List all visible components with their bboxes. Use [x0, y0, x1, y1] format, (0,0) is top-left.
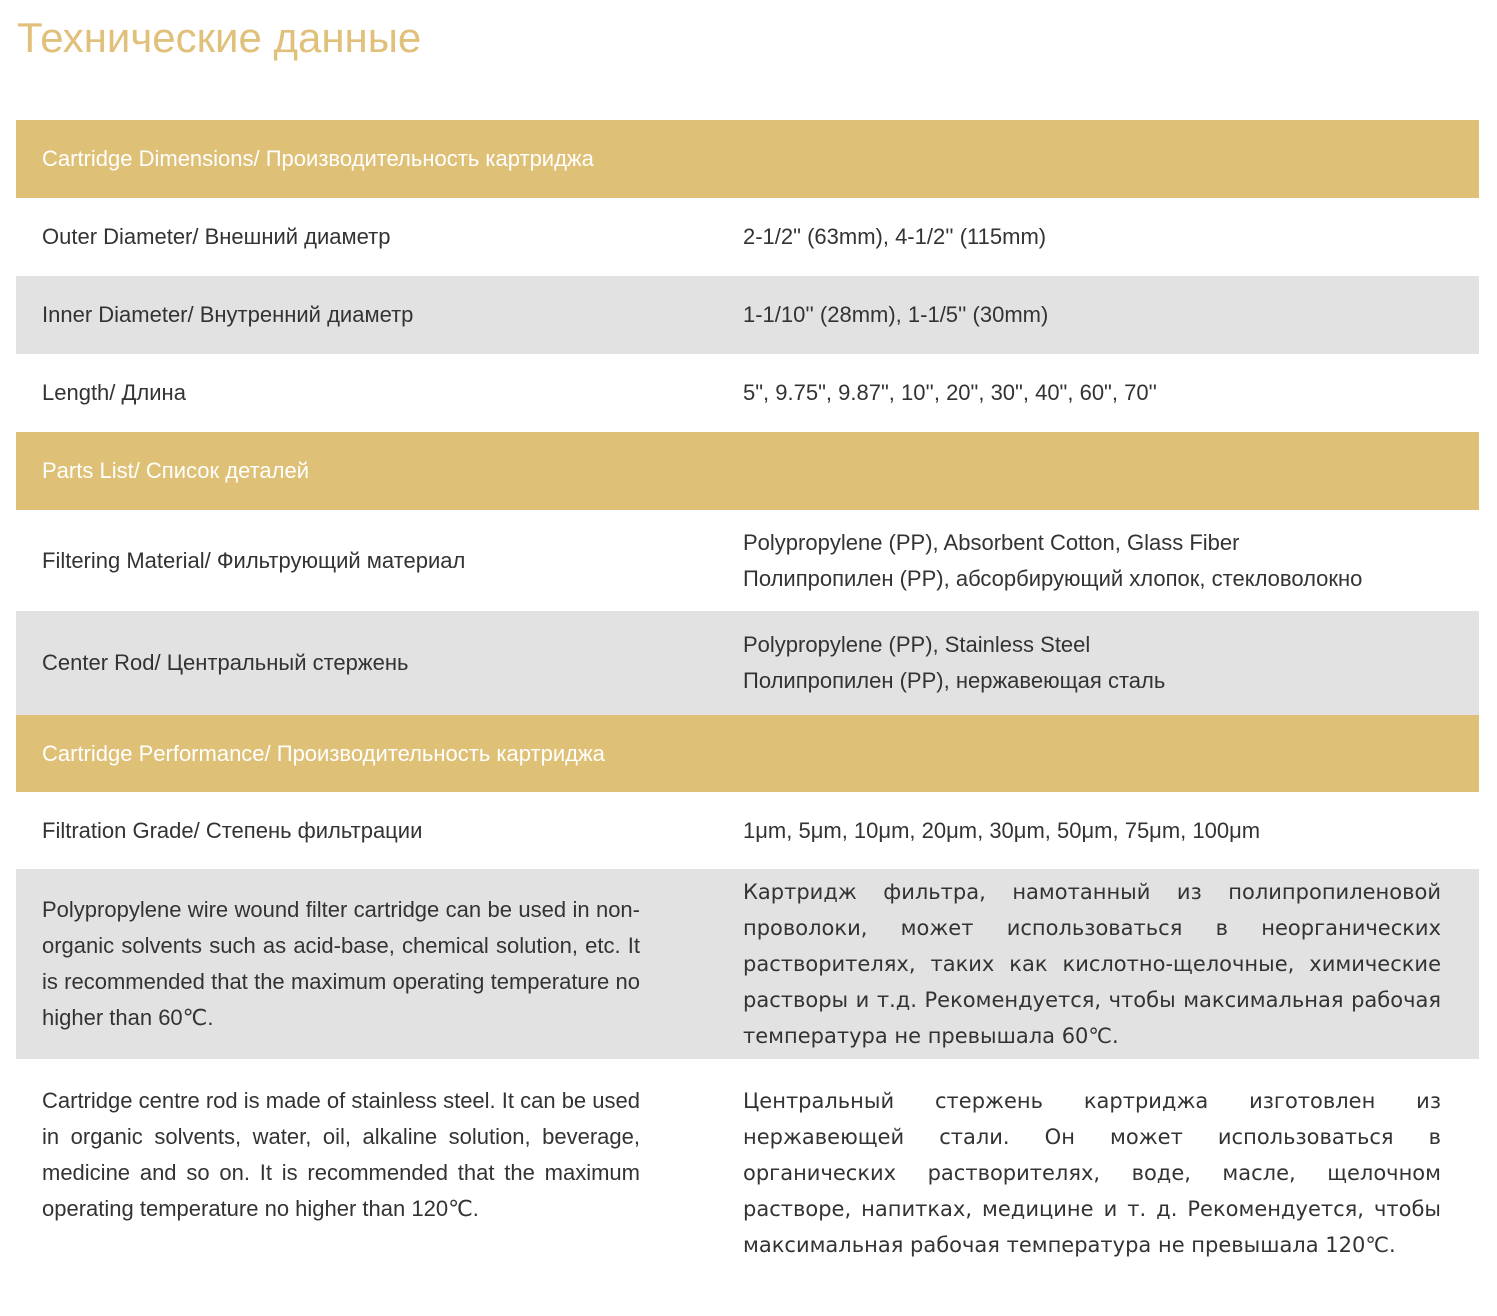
note-en-text: Polypropylene wire wound filter cartridge can be used in non-organic solvents such as acid-base, chemical solution, etc. It is recommended that the maximum operating temperature no higher than 60℃.: [42, 897, 640, 1030]
row-label: Outer Diameter/ Внешний диаметр: [42, 224, 391, 249]
table-row: [16, 198, 1479, 276]
section-header-label: Cartridge Dimensions/ Производительность картриджа: [42, 146, 594, 171]
row-value: 1-1/10'' (28mm), 1-1/5'' (30mm): [743, 302, 1049, 327]
row-label: Center Rod/ Центральный стержень: [42, 650, 409, 675]
table-row: [16, 792, 1479, 869]
row-value-en: Polypropylene (PP), Stainless Steel: [743, 632, 1091, 657]
row-value: 2-1/2" (63mm), 4-1/2'' (115mm): [743, 224, 1047, 249]
row-label: Filtering Material/ Фильтрующий материал: [42, 547, 466, 573]
table-row: [16, 510, 1479, 611]
note-row: [16, 869, 1479, 1059]
row-label: Length/ Длина: [42, 380, 186, 405]
row-label: Inner Diameter/ Внутренний диаметр: [42, 302, 414, 327]
spec-table: [16, 120, 1479, 1289]
row-value-ru: Полипропилен (PP), абсорбирующий хлопок, стекловолокно: [743, 565, 1363, 591]
row-label: Filtration Grade/ Степень фильтрации: [42, 817, 423, 843]
table-row: [16, 354, 1479, 432]
row-value: 1μm, 5μm, 10μm, 20μm, 30μm, 50μm, 75μm, 100μm: [743, 817, 1261, 843]
row-value: [743, 627, 1479, 699]
note-row: [16, 1059, 1479, 1289]
note-ru: [743, 874, 1479, 1054]
page-title: Технические данные: [17, 14, 422, 61]
note-en: [16, 1083, 743, 1227]
row-value: [743, 525, 1479, 597]
row-value: 5", 9.75", 9.87", 10'', 20", 30", 40", 60", 70'': [743, 380, 1157, 405]
note-en-text: Cartridge centre rod is made of stainless steel. It can be used in organic solvents, water, oil, alkaline solution, beverage, medicine and so on. It is recommended that the maximum operating temperature no higher than 120℃.: [42, 1088, 640, 1221]
note-ru-text: Центральный стержень картриджа изготовлен из нержавеющей стали. Он может использоваться в органических растворителях, воде, масле, щелочном растворе, напитках, медицине и т. д. Рекомендуется, чтобы максимальная рабочая температура не превышала 120℃.: [743, 1089, 1441, 1257]
section-header-label: Cartridge Performance/ Производительность картриджа: [42, 740, 605, 766]
section-header-label: Parts List/ Список деталей: [42, 458, 309, 483]
note-en: [16, 892, 743, 1036]
table-row: [16, 276, 1479, 354]
row-value-en: Polypropylene (PP), Absorbent Cotton, Glass Fiber: [743, 529, 1240, 555]
section-header-parts: [16, 432, 1479, 510]
section-header-dimensions: [16, 120, 1479, 198]
row-value-ru: Полипропилен (PP), нержавеющая сталь: [743, 668, 1166, 693]
section-header-performance: [16, 715, 1479, 792]
note-ru: [743, 1083, 1479, 1263]
table-row: [16, 611, 1479, 715]
note-ru-text: Картридж фильтра, намотанный из полипропиленовой проволоки, может использоваться в неорганических растворителях, таких как кислотно-щелочные, химические растворы и т.д. Рекомендуется, чтобы максимальная рабочая температура не превышала 60℃.: [743, 880, 1441, 1048]
